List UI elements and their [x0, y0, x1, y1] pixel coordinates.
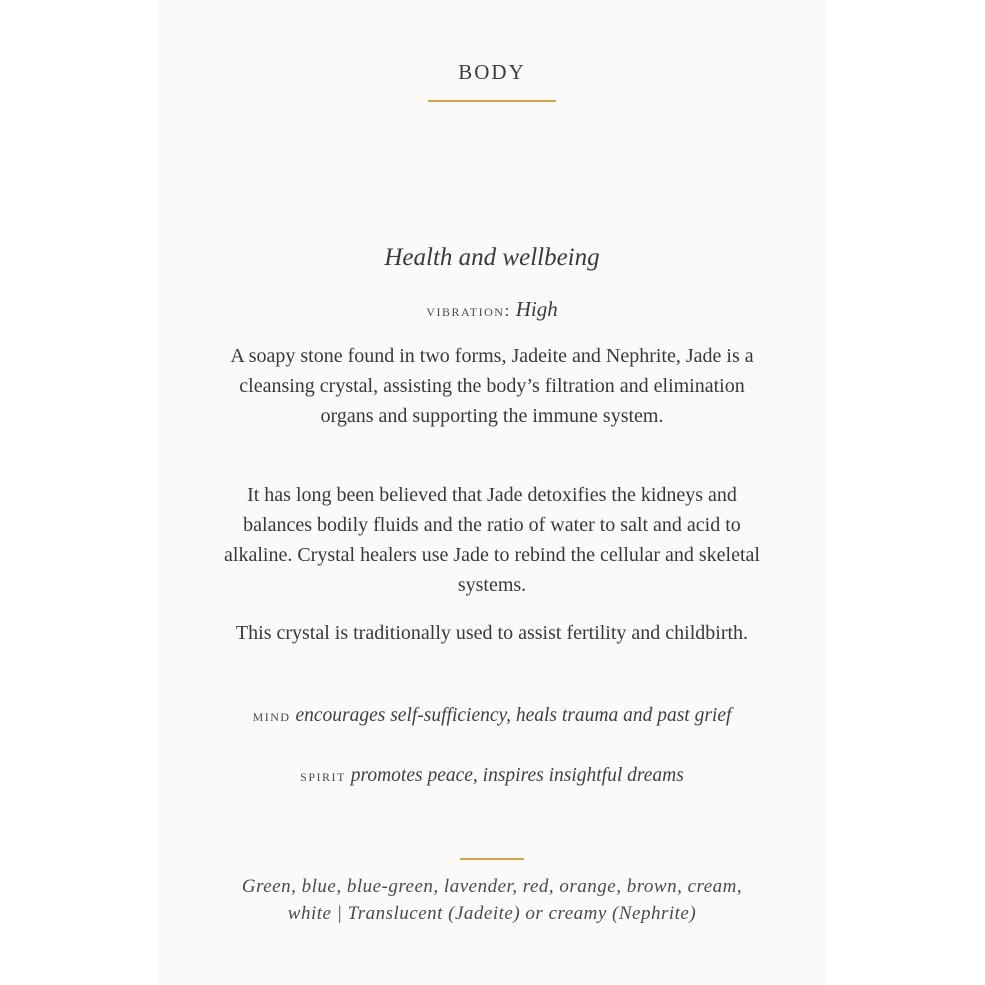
- section-heading: BODY: [458, 60, 526, 84]
- mind-trait: [218, 702, 766, 729]
- bottom-divider: [460, 858, 524, 860]
- mind-text: encourages self-sufficiency, heals trauma and past grief: [295, 705, 732, 726]
- colors-line-2: white | Translucent (Jadeite) or creamy (Nephrite): [287, 903, 697, 924]
- mind-label: mind: [252, 706, 291, 725]
- top-divider: [428, 100, 556, 102]
- crystal-card: [158, 0, 826, 985]
- vibration-value: High: [515, 297, 558, 321]
- colors-line-1: Green, blue, blue-green, lavender, red, orange, brown, cream,: [241, 876, 743, 897]
- body-paragraph-1: A soapy stone found in two forms, Jadeite and Nephrite, Jade is a cleansing crystal, assisting the body’s filtration and elimination organs and supporting the immune system.: [230, 345, 754, 427]
- colors-description: [178, 873, 806, 927]
- spirit-label: spirit: [300, 766, 346, 785]
- body-paragraph-3: This crystal is traditionally used to assist fertility and childbirth.: [235, 622, 749, 644]
- vibration-line: [158, 297, 826, 322]
- vibration-label: vibration:: [426, 301, 511, 320]
- spirit-trait: [218, 762, 766, 789]
- body-paragraph-2: It has long been believed that Jade detoxifies the kidneys and balances bodily fluids and the ratio of water to salt and acid to alkaline. Crystal healers use Jade to rebind the cellular and skeletal systems.: [224, 484, 760, 596]
- card-subtitle: Health and wellbeing: [384, 244, 600, 271]
- spirit-text: promotes peace, inspires insightful dreams: [350, 765, 684, 786]
